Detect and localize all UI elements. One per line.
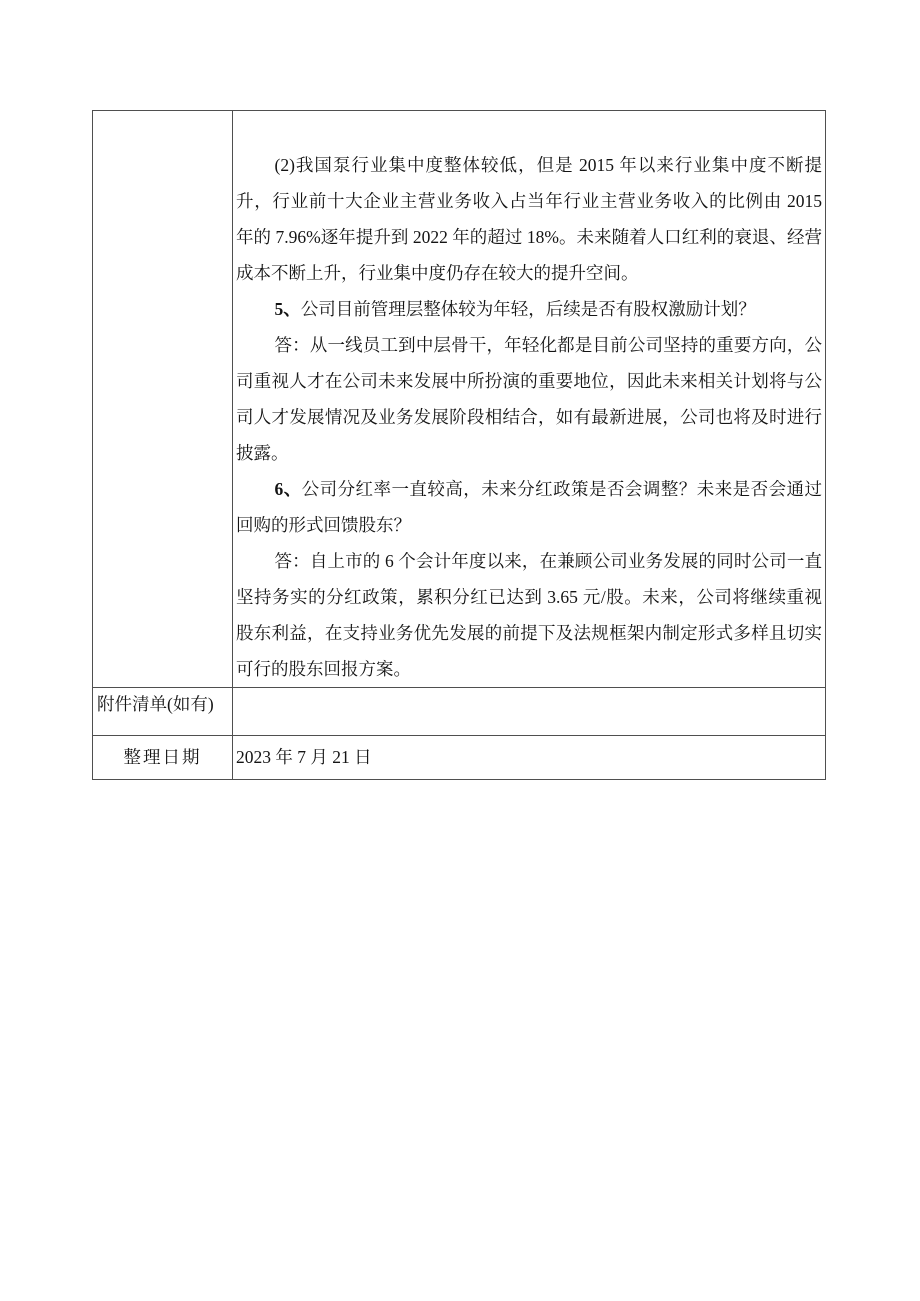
qa-paragraph: 6、公司分红率一直较高，未来分红政策是否会调整？未来是否会通过回购的形式回馈股东？ [236, 479, 823, 535]
qa-record-table [92, 110, 826, 780]
date-label: 整理日期 [123, 747, 202, 767]
attachment-label: 附件清单(如有) [97, 694, 214, 714]
date-row [93, 736, 826, 780]
qa-paragraphs [233, 111, 825, 687]
question-number: 5、 [274, 299, 301, 319]
attachment-label-cell [93, 688, 233, 736]
attachment-row [93, 688, 826, 736]
main-row-content-cell [233, 111, 826, 688]
attachment-value-cell [233, 688, 826, 736]
date-value-cell [233, 736, 826, 780]
qa-paragraph: 答：从一线员工到中层骨干，年轻化都是目前公司坚持的重要方向，公司重视人才在公司未来发展中所扮演的重要地位，因此未来相关计划将与公司人才发展情况及业务发展阶段相结合，如有最新进展，公司也将及时进行披露。 [236, 335, 822, 463]
qa-paragraph: 5、公司目前管理层整体较为年轻，后续是否有股权激励计划？ [274, 299, 756, 319]
question-number: 6、 [274, 479, 302, 499]
main-content-row [93, 111, 826, 688]
date-label-cell [93, 736, 233, 780]
date-value: 2023 年 7 月 21 日 [236, 747, 372, 767]
main-row-left-cell [93, 111, 233, 688]
qa-paragraph: (2)我国泵行业集中度整体较低，但是 2015 年以来行业集中度不断提升，行业前十大企业主营业务收入占当年行业主营业务收入的比例由 2015 年的 7.96%逐年提升到 2022 年的超过 18%。未来随着人口红利的衰退、经营成本不断上升，行业集中度仍存在较大的提升空间。 [236, 155, 822, 283]
qa-paragraph: 答：自上市的 6 个会计年度以来，在兼顾公司业务发展的同时公司一直坚持务实的分红政策，累积分红已达到 3.65 元/股。未来，公司将继续重视股东利益，在支持业务优先发展的前提下及法规框架内制定形式多样且切实可行的股东回报方案。 [236, 551, 822, 679]
